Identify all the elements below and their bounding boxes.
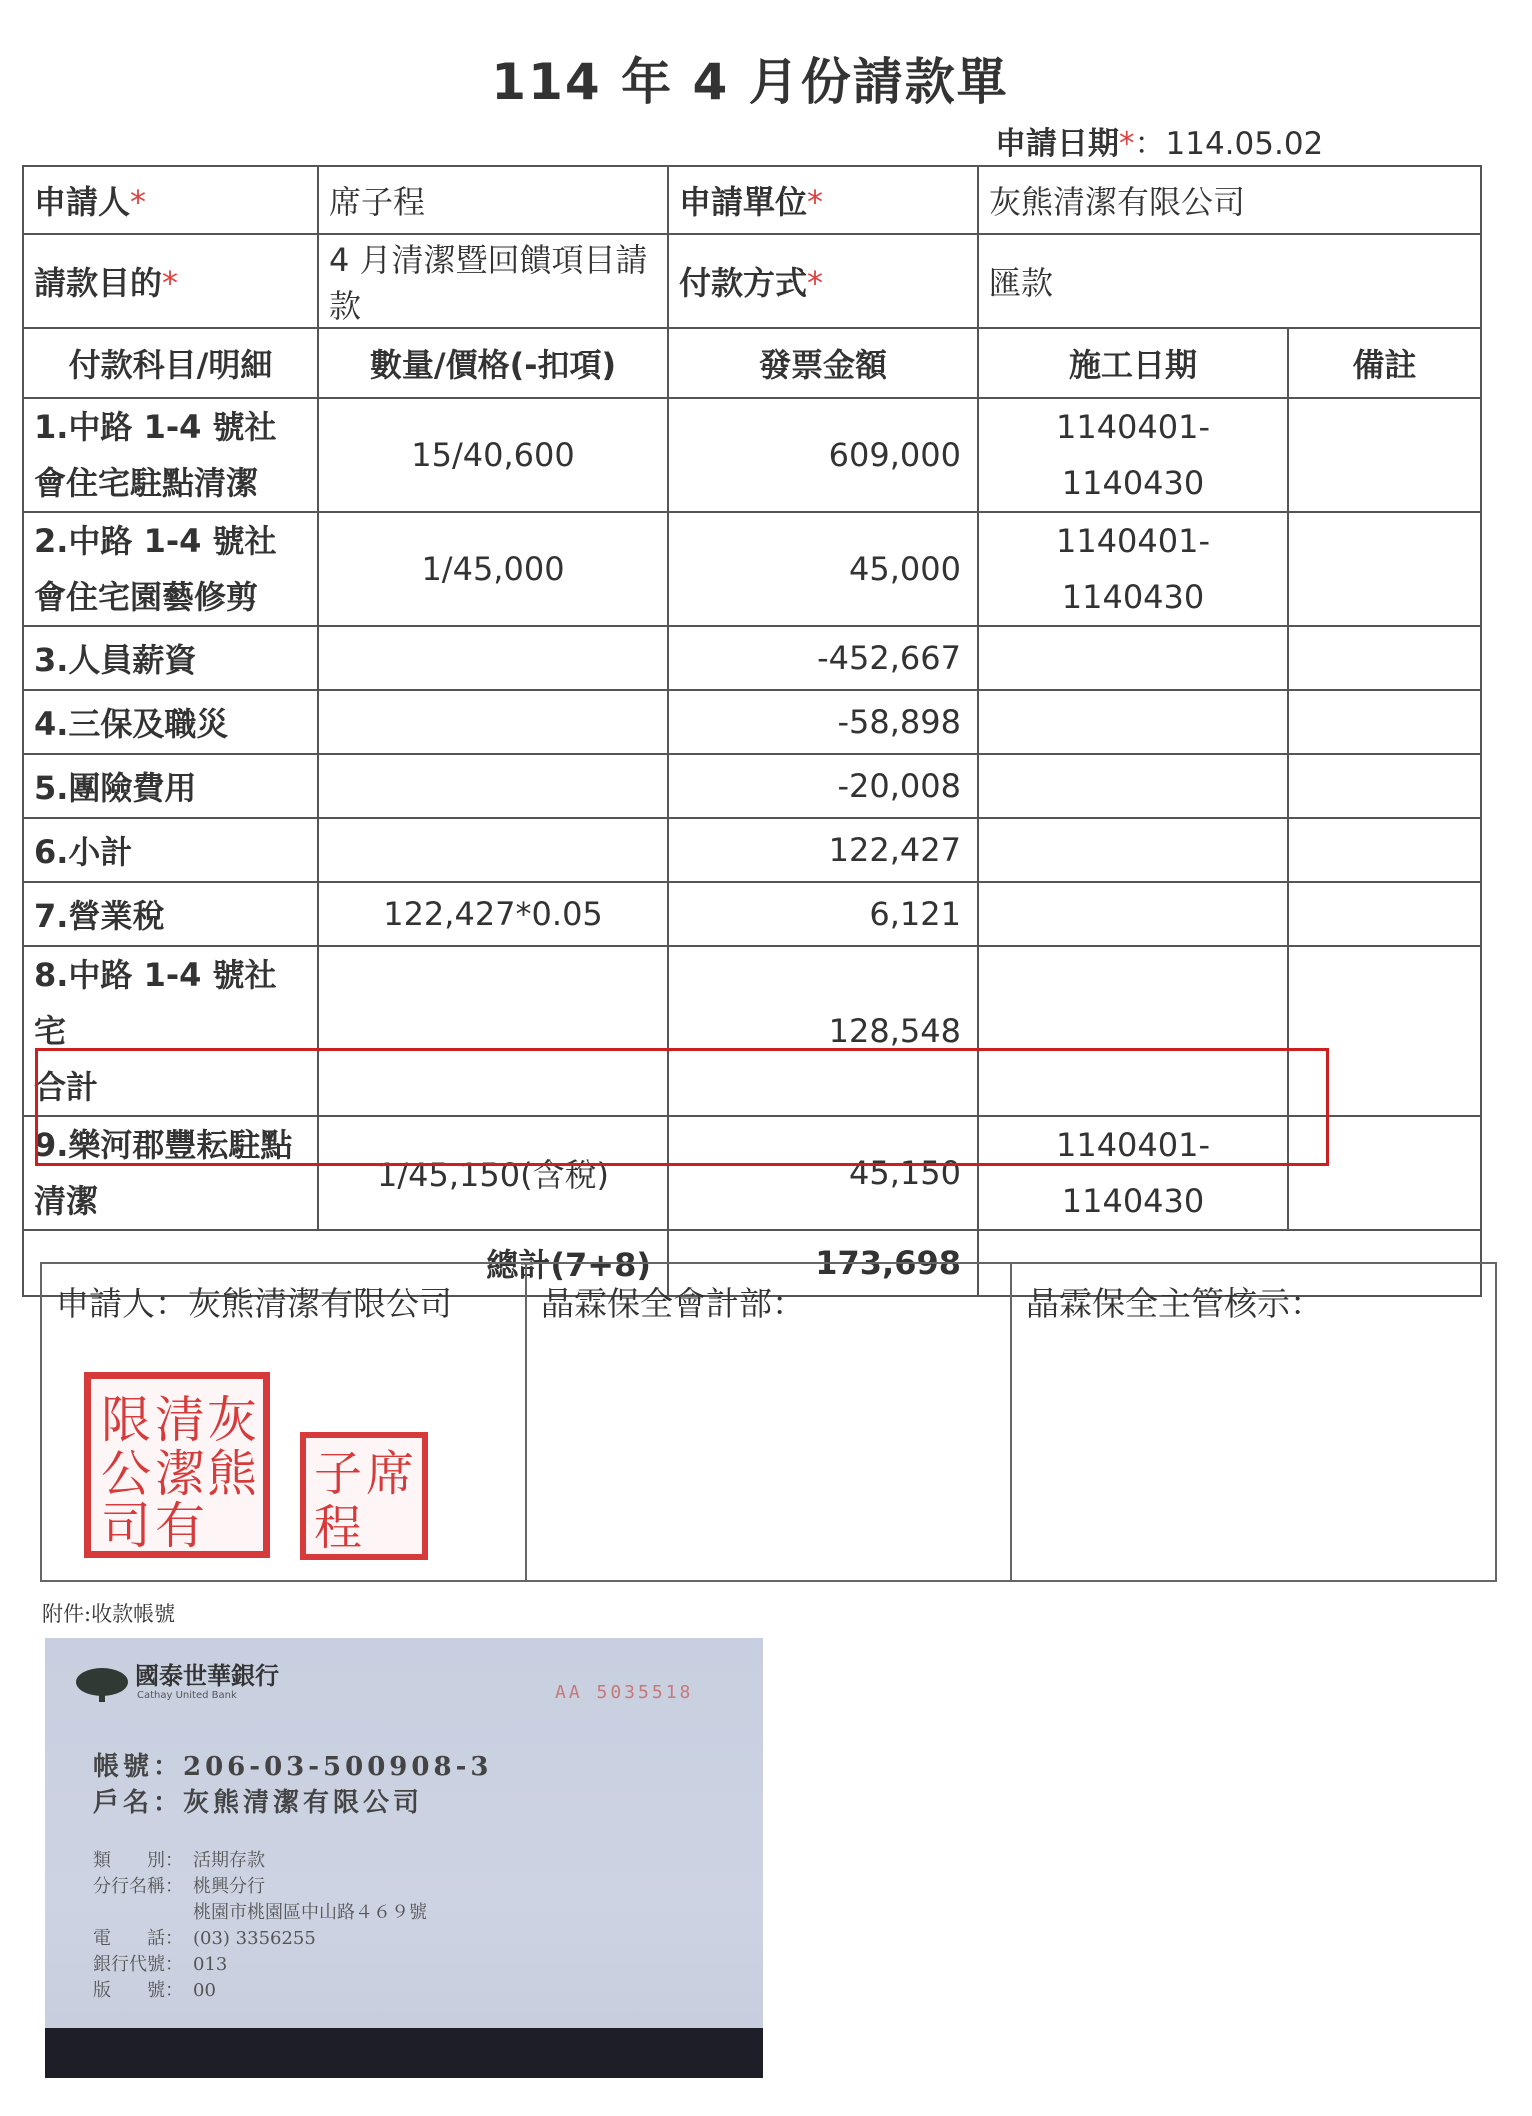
bank-code-value: 013 (193, 1954, 228, 1975)
required-star: * (807, 183, 824, 221)
date-cell (978, 818, 1288, 882)
unit-label: 申請單位 (679, 183, 808, 221)
table-row (23, 882, 1481, 946)
branch-address: 桃園市桃園區中山路４６９號 (193, 1902, 427, 1923)
item-cell: 7.營業稅 (23, 882, 318, 946)
version-label: 版 號： (93, 1980, 183, 2001)
table-row (23, 946, 1481, 1116)
branch-label: 分行名稱： (93, 1876, 183, 1897)
apply-date-label: 申請日期 (995, 126, 1119, 162)
svg-text:公: 公 (101, 1445, 151, 1503)
table-row (23, 512, 1481, 626)
applicant-sign-cell (41, 1263, 526, 1581)
supervisor-sign-label: 晶霖保全主管核示： (1026, 1284, 1323, 1323)
date-cell (978, 1116, 1288, 1230)
date-cell (978, 626, 1288, 690)
purpose-row (23, 234, 1481, 328)
item-line: 8.中路 1-4 號社宅 (34, 956, 277, 1050)
item-cell (23, 512, 318, 626)
table-row (23, 626, 1481, 690)
account-owner: 戶名：灰熊清潔有限公司 (93, 1788, 424, 1818)
item-line: 9.樂河郡豐耘駐點 (34, 1126, 293, 1164)
item-cell (23, 1116, 318, 1230)
table-row-highlighted (23, 1116, 1481, 1230)
company-seal (84, 1372, 270, 1558)
amount-cell: 6,121 (668, 882, 978, 946)
passbook-serial: AA 5035518 (555, 1682, 694, 1703)
qty-cell: 122,427*0.05 (318, 882, 668, 946)
table-row (23, 690, 1481, 754)
item-cell (23, 398, 318, 512)
required-star: * (807, 264, 824, 302)
svg-text:司: 司 (101, 1497, 151, 1551)
bank-logo-icon (73, 1664, 131, 1704)
qty-cell (318, 754, 668, 818)
accounting-sign-label: 晶霖保全會計部： (541, 1284, 805, 1323)
date-line: 1140401- (1055, 522, 1211, 560)
amount-cell: 128,548 (668, 946, 978, 1116)
svg-text:席: 席 (366, 1446, 415, 1502)
note-cell (1288, 946, 1481, 1116)
item-cell: 5.團險費用 (23, 754, 318, 818)
date-line: 1140430 (1061, 578, 1205, 616)
signature-table (40, 1262, 1497, 1582)
date-line: 1140430 (1061, 464, 1205, 502)
item-line: 合計 (34, 1068, 99, 1106)
svg-text:潔: 潔 (155, 1445, 205, 1503)
magnetic-strip (45, 2028, 763, 2078)
applicant-label-cell (23, 166, 318, 234)
qty-cell (318, 946, 668, 1116)
note-cell (1288, 882, 1481, 946)
item-line: 會住宅園藝修剪 (34, 578, 259, 616)
note-cell (1288, 1116, 1481, 1230)
required-star: * (1119, 126, 1135, 162)
column-header: 付款科目/明細 (23, 328, 318, 398)
amount-cell: 45,000 (668, 512, 978, 626)
column-header: 備註 (1288, 328, 1481, 398)
purpose-label-cell (23, 234, 318, 328)
qty-cell (318, 818, 668, 882)
company-seal-glyphs (91, 1379, 263, 1551)
table-row (23, 398, 1481, 512)
accounting-sign-cell (526, 1263, 1011, 1581)
svg-text:有: 有 (155, 1497, 205, 1551)
payment-value: 匯款 (978, 234, 1481, 328)
item-cell: 4.三保及職災 (23, 690, 318, 754)
account-type (93, 1846, 265, 1872)
required-star: * (162, 264, 179, 302)
applicant-sign-label: 申請人：灰熊清潔有限公司 (56, 1284, 452, 1323)
note-cell (1288, 398, 1481, 512)
bank-name-en: Cathay United Bank (137, 1690, 237, 1701)
date-cell (978, 754, 1288, 818)
item-line: 清潔 (34, 1182, 99, 1220)
svg-text:程: 程 (314, 1500, 363, 1554)
version-number (93, 1976, 216, 2002)
qty-cell: 1/45,150(含稅) (318, 1116, 668, 1230)
column-header: 發票金額 (668, 328, 978, 398)
column-header: 施工日期 (978, 328, 1288, 398)
item-line: 會住宅駐點清潔 (34, 464, 259, 502)
total-label: 總計(7+8) (23, 1230, 668, 1296)
item-line: 2.中路 1-4 號社 (34, 522, 277, 560)
note-cell (1288, 512, 1481, 626)
applicant-label: 申請人 (34, 183, 131, 221)
svg-text:子: 子 (314, 1446, 363, 1502)
svg-text:熊: 熊 (207, 1445, 257, 1503)
phone-value: (03) 3356255 (193, 1928, 316, 1949)
svg-text:灰: 灰 (207, 1391, 257, 1449)
qty-cell (318, 626, 668, 690)
table-row (23, 818, 1481, 882)
account-type-label: 類 別： (93, 1850, 183, 1871)
qty-cell: 15/40,600 (318, 398, 668, 512)
amount-cell: -20,008 (668, 754, 978, 818)
applicant-row (23, 166, 1481, 234)
document-title: 114 年 4 月份請款單 (491, 53, 1009, 111)
item-line: 1.中路 1-4 號社 (34, 408, 277, 446)
amount-cell: 609,000 (668, 398, 978, 512)
svg-text:限: 限 (101, 1391, 151, 1449)
date-line: 1140401- (1055, 408, 1211, 446)
amount-cell: -452,667 (668, 626, 978, 690)
payment-label-cell (668, 234, 978, 328)
bank-code (93, 1950, 227, 1976)
table-row (23, 754, 1481, 818)
amount-cell: -58,898 (668, 690, 978, 754)
version-value: 00 (193, 1980, 216, 2001)
date-line: 1140401- (1055, 1126, 1211, 1164)
amount-cell: 122,427 (668, 818, 978, 882)
unit-label-cell (668, 166, 978, 234)
item-cell: 3.人員薪資 (23, 626, 318, 690)
bank-code-label: 銀行代號： (93, 1954, 183, 1975)
purpose-label: 請款目的 (34, 264, 163, 302)
date-line: 1140430 (1061, 1182, 1205, 1220)
column-header-row (23, 328, 1481, 398)
date-cell (978, 882, 1288, 946)
item-cell (23, 946, 318, 1116)
payment-label: 付款方式 (679, 264, 808, 302)
personal-seal-glyphs (306, 1438, 422, 1554)
date-cell (978, 398, 1288, 512)
note-cell (1288, 690, 1481, 754)
date-cell (978, 512, 1288, 626)
attachment-label: 附件:收款帳號 (42, 1602, 176, 1626)
total-amount: 173,698 (668, 1230, 978, 1296)
bank-passbook-image (45, 1638, 763, 2078)
column-header: 數量/價格(-扣項) (318, 328, 668, 398)
date-cell (978, 946, 1288, 1116)
item-cell: 6.小計 (23, 818, 318, 882)
applicant-value: 席子程 (318, 166, 668, 234)
branch-name (93, 1872, 265, 1898)
request-table (22, 165, 1482, 1297)
apply-date-value: ：114.05.02 (1134, 126, 1324, 162)
purpose-value: 4 月清潔暨回饋項目請款 (318, 234, 668, 328)
qty-cell: 1/45,000 (318, 512, 668, 626)
phone-label: 電 話： (93, 1928, 183, 1949)
bank-name: 國泰世華銀行 (135, 1661, 279, 1690)
qty-cell (318, 690, 668, 754)
required-star: * (130, 183, 147, 221)
svg-text:清: 清 (155, 1391, 205, 1449)
note-cell (1288, 818, 1481, 882)
branch-value: 桃興分行 (193, 1876, 265, 1897)
account-type-value: 活期存款 (193, 1850, 265, 1871)
personal-seal (300, 1432, 428, 1560)
apply-date (995, 118, 1323, 163)
unit-value: 灰熊清潔有限公司 (978, 166, 1481, 234)
note-cell (1288, 754, 1481, 818)
account-number: 帳號：206-03-500908-3 (93, 1752, 493, 1782)
supervisor-sign-cell (1011, 1263, 1496, 1581)
date-cell (978, 690, 1288, 754)
branch-phone (93, 1924, 316, 1950)
amount-cell: 45,150 (668, 1116, 978, 1230)
note-cell (1288, 626, 1481, 690)
